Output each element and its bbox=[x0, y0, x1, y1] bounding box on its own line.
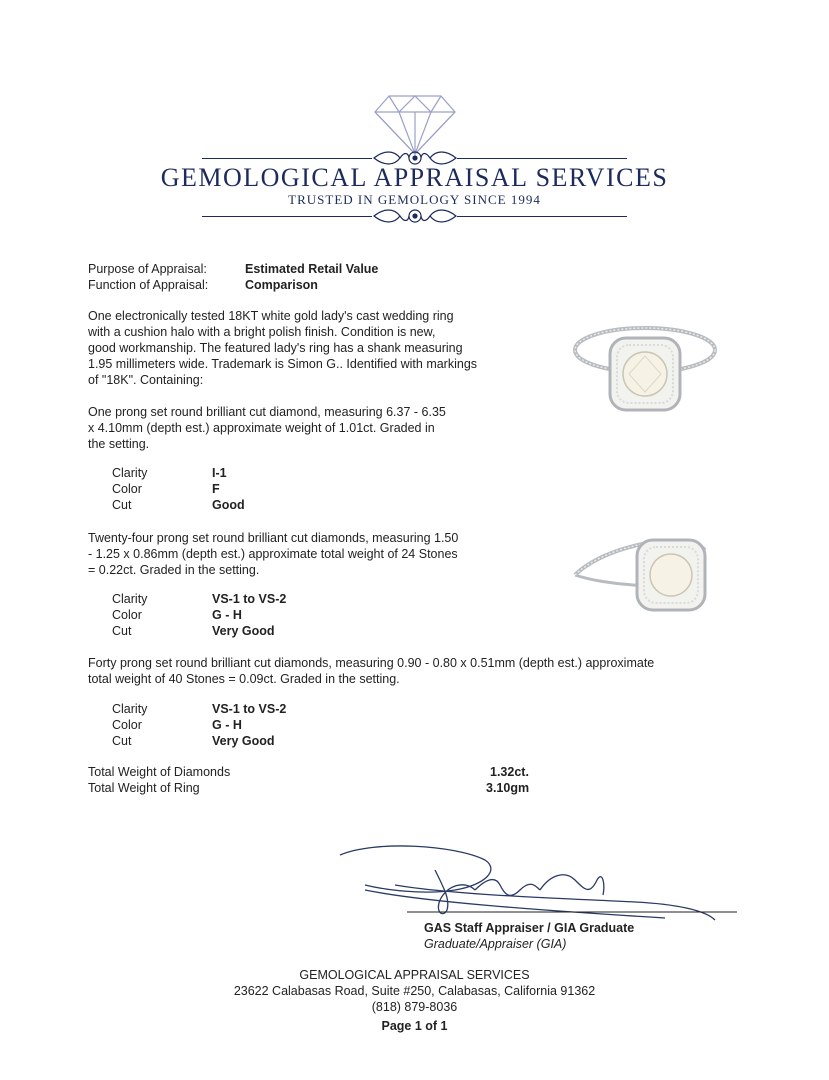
total-diamonds-label: Total Weight of Diamonds bbox=[88, 765, 231, 779]
total-ring-label: Total Weight of Ring bbox=[88, 781, 200, 795]
ring-photo bbox=[565, 300, 725, 430]
color-label: Color bbox=[112, 718, 142, 732]
footer-phone: (818) 879-8036 bbox=[371, 1000, 458, 1014]
cut-value: Very Good bbox=[212, 624, 275, 638]
cut-value: Very Good bbox=[212, 734, 275, 748]
header-bottom-rule bbox=[457, 216, 627, 217]
total-diamonds-value: 1.32ct. bbox=[490, 765, 529, 779]
stone-description: Forty prong set round brilliant cut diamonds, measuring 0.90 - 0.80 x 0.51mm (depth est.) approximate total weight of 40 Stones = 0.09ct. Graded in the setting. bbox=[88, 656, 655, 686]
cut-label: Cut bbox=[112, 624, 132, 638]
diamond-logo-icon bbox=[373, 94, 457, 156]
signer-subtitle: Graduate/Appraiser (GIA) bbox=[424, 937, 567, 951]
cut-label: Cut bbox=[112, 498, 132, 512]
tagline: TRUSTED IN GEMOLOGY SINCE 1994 bbox=[288, 192, 541, 207]
color-value: G - H bbox=[212, 718, 242, 732]
footer-address: 23622 Calabasas Road, Suite #250, Calabasas, California 91362 bbox=[233, 984, 596, 998]
stone-description: Twenty-four prong set round brilliant cut diamonds, measuring 1.50 - 1.25 x 0.86mm (depth est.) approximate total weight of 24 Stones = 0.22ct. Graded in the setting. bbox=[88, 531, 459, 577]
color-label: Color bbox=[112, 608, 142, 622]
purpose-label: Purpose of Appraisal: bbox=[88, 262, 207, 276]
ring-description: One electronically tested 18KT white gold lady's cast wedding ring with a cushion halo with a bright polish finish. Condition is new, good workmanship. The featured lady's ring has a shank measuring 1.95 millimeters wide. Trademark is Simon G.. Identified with markings of "18K". Containing: bbox=[88, 309, 478, 387]
clarity-value: VS-1 to VS-2 bbox=[212, 592, 287, 606]
footer-company: GEMOLOGICAL APPRAISAL SERVICES bbox=[299, 968, 530, 982]
clarity-label: Clarity bbox=[112, 592, 148, 606]
header-top-rule bbox=[457, 158, 627, 159]
page-number: Page 1 of 1 bbox=[381, 1019, 448, 1033]
function-label: Function of Appraisal: bbox=[88, 278, 209, 292]
color-label: Color bbox=[112, 482, 142, 496]
ring-photo bbox=[565, 520, 725, 630]
clarity-label: Clarity bbox=[112, 466, 148, 480]
header-top-rule bbox=[202, 158, 372, 159]
signer-title: GAS Staff Appraiser / GIA Graduate bbox=[424, 921, 635, 935]
color-value: G - H bbox=[212, 608, 242, 622]
clarity-value: I-1 bbox=[212, 466, 227, 480]
color-value: F bbox=[212, 482, 220, 496]
ornament-icon bbox=[372, 206, 458, 226]
cut-value: Good bbox=[212, 498, 245, 512]
function-value: Comparison bbox=[245, 278, 318, 292]
clarity-value: VS-1 to VS-2 bbox=[212, 702, 287, 716]
cut-label: Cut bbox=[112, 734, 132, 748]
total-ring-value: 3.10gm bbox=[486, 781, 530, 795]
clarity-label: Clarity bbox=[112, 702, 148, 716]
header-bottom-rule bbox=[202, 216, 372, 217]
company-name: GEMOLOGICAL APPRAISAL SERVICES bbox=[160, 163, 669, 192]
purpose-value: Estimated Retail Value bbox=[245, 262, 379, 276]
stone-description: One prong set round brilliant cut diamond, measuring 6.37 - 6.35 x 4.10mm (depth est.) approximate weight of 1.01ct. Graded in the setting. bbox=[88, 405, 446, 451]
